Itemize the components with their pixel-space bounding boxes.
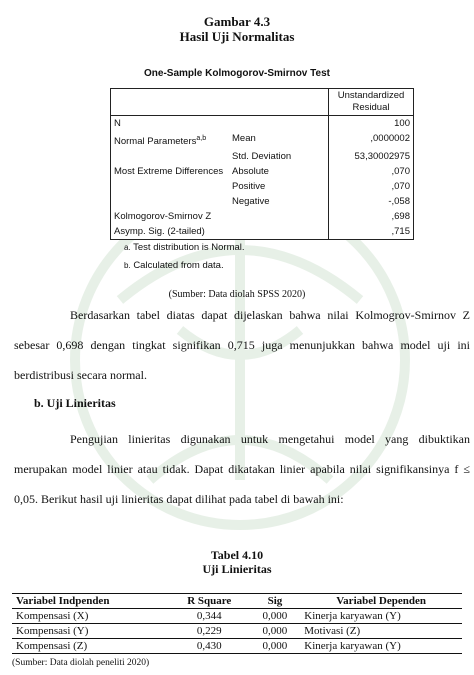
ksz-label: Kolmogorov-Smirnov Z xyxy=(111,209,329,224)
row-n-value: 100 xyxy=(329,116,414,132)
source-note-1: (Sumber: Data diolah SPSS 2020) xyxy=(168,289,306,300)
source-note-2: (Sumber: Data diolah peneliti 2020) xyxy=(12,658,150,668)
paragraph-linearity: Pengujian linieritas digunakan untuk mengetahui model yang dibuktikan merupakan model linier atau tidak. Dapat dikatakan linier apabila nilai signifikansinya f ≤ 0,05. Berikut hasil uji linieritas dapat dilihat pada tabel di bawah ini: xyxy=(14,432,470,506)
most-extreme-label: Most Extreme Differences xyxy=(111,164,230,209)
ks-test-table xyxy=(110,88,414,240)
ksz-value: ,698 xyxy=(329,209,414,224)
positive-label: Positive xyxy=(232,181,266,193)
th-dependent: Variabel Dependen xyxy=(300,594,462,609)
footnote-b: b. Calculated from data. xyxy=(124,260,224,271)
mean-value: ,0000002 xyxy=(329,131,414,149)
th-sig: Sig xyxy=(250,594,301,609)
table-row: Kompensasi (Y) 0,229 0,000 Motivasi (Z) xyxy=(12,624,462,639)
table-heading xyxy=(0,548,474,576)
positive-value: ,070 xyxy=(329,179,414,194)
figure-heading xyxy=(0,14,474,44)
negative-label: Negative xyxy=(232,196,270,208)
negative-value: -,058 xyxy=(329,194,414,209)
absolute-label: Absolute xyxy=(232,166,269,178)
footnote-a: a. Test distribution is Normal. xyxy=(124,242,245,253)
table-row: Kompensasi (X) 0,344 0,000 Kinerja karyawan (Y) xyxy=(12,609,462,624)
asymp-value: ,715 xyxy=(329,224,414,240)
th-independent: Variabel Indpenden xyxy=(12,594,169,609)
figure-title: Hasil Uji Normalitas xyxy=(179,29,295,44)
sd-value: 53,30002975 xyxy=(329,149,414,164)
linearity-table xyxy=(12,593,462,654)
asymp-label: Asymp. Sig. (2-tailed) xyxy=(111,224,329,240)
table-label: Tabel 4.10 xyxy=(210,548,264,562)
row-n-label: N xyxy=(111,116,329,132)
normal-params-label: Normal Parameters$^{a,b}$ xyxy=(111,131,230,149)
mean-label: Mean xyxy=(232,133,256,144)
spss-table-title: One-Sample Kolmogorov-Smirnov Test xyxy=(144,68,330,79)
table-row: Kompensasi (Z) 0,430 0,000 Kinerja karyawan (Y) xyxy=(12,639,462,654)
table-title: Uji Linieritas xyxy=(202,562,272,576)
paragraph-normality: Berdasarkan tabel diatas dapat dijelaskan bahwa nilai Kolmogrov-Smirnov Z sebesar 0,698 dengan tingkat signifikan 0,715 juga menunjukkan bahwa model uji ini berdistribusi secara normal. xyxy=(14,308,470,382)
figure-label: Gambar 4.3 xyxy=(203,14,271,29)
sd-label: Std. Deviation xyxy=(232,151,292,163)
absolute-value: ,070 xyxy=(329,164,414,179)
col-header-residual: Unstandardized Residual xyxy=(337,90,405,113)
section-heading-linearity: b. Uji Linieritas xyxy=(34,396,116,410)
th-r-square: R Square xyxy=(169,594,250,609)
